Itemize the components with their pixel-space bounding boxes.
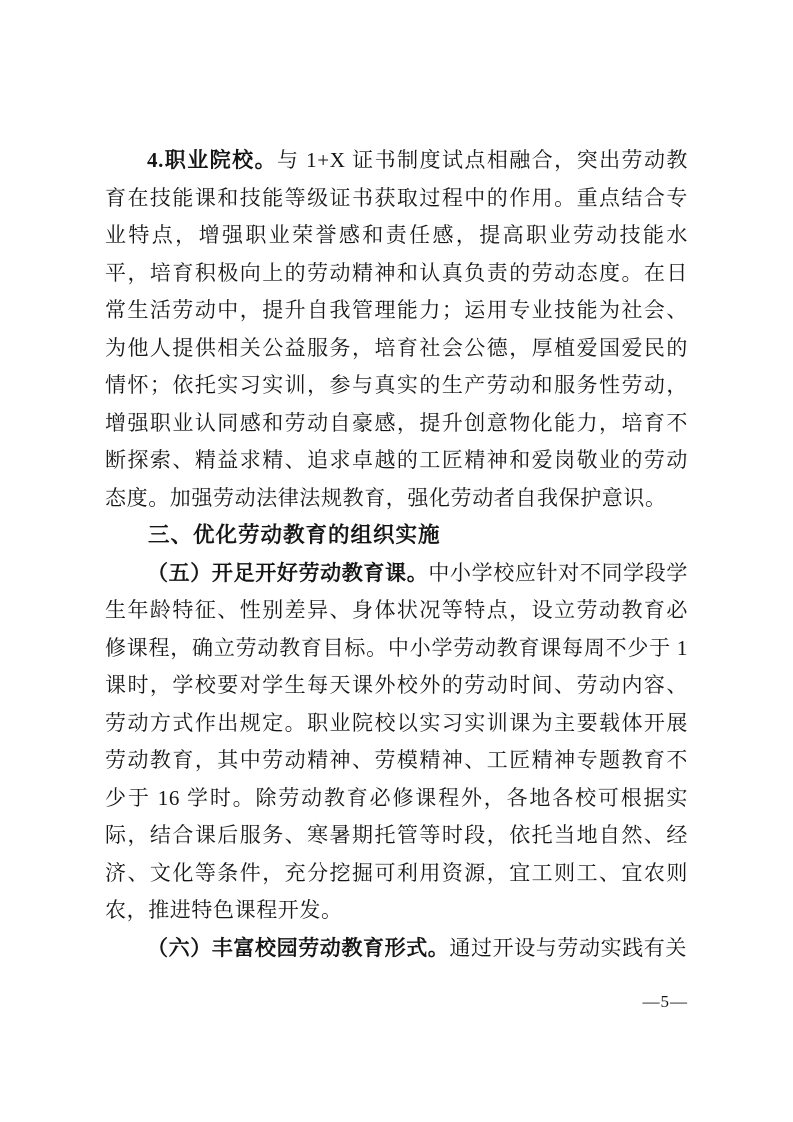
paragraph-vocational-colleges: [105, 142, 688, 517]
paragraph-five: [105, 555, 688, 930]
paragraph-text: 中小学校应针对不同学段学生年龄特征、性别差异、身体状况等特点，设立劳动教育必修课程，确立劳动教育目标。中小学劳动教育课每周不少于 1 课时，学校要对学生每天课外校外的劳动时间、劳动内容、劳动方式作出规定。职业院校以实习实训课为主要载体开展劳动教育，其中劳动精神、劳模精神、工匠精神专题教育不少于 16 学时。除劳动教育必修课程外，各地各校可根据实际，结合课后服务、寒暑期托管等时段，依托当地自然、经济、文化等条件，充分挖掘可利用资源，宜工则工、宜农则农，推进特色课程开发。: [105, 560, 688, 922]
paragraph-six: [105, 930, 688, 968]
paragraph-lead: （六）丰富校园劳动教育形式。: [147, 935, 450, 960]
document-body: [105, 142, 688, 967]
paragraph-text: 通过开设与劳动实践有关: [449, 935, 688, 960]
paragraph-lead: （五）开足开好劳动教育课。: [147, 560, 429, 585]
paragraph-lead: 4.职业院校。: [147, 148, 278, 172]
page-number: —5—: [642, 992, 688, 1011]
paragraph-text: 与 1+X 证书制度试点相融合，突出劳动教育在技能课和技能等级证书获取过程中的作用。重点结合专业特点，增强职业荣誉感和责任感，提高职业劳动技能水平，培育积极向上的劳动精神和认真负责的劳动态度。在日常生活劳动中，提升自我管理能力；运用专业技能为社会、为他人提供相关公益服务，培育社会公德，厚植爱国爱民的情怀；依托实习实训，参与真实的生产劳动和服务性劳动，增强职业认同感和劳动自豪感，提升创意物化能力，培育不断探索、精益求精、追求卓越的工匠精神和爱岗敬业的劳动态度。加强劳动法律法规教育，强化劳动者自我保护意识。: [105, 148, 689, 510]
section-heading-three: 三、优化劳动教育的组织实施: [148, 523, 441, 547]
